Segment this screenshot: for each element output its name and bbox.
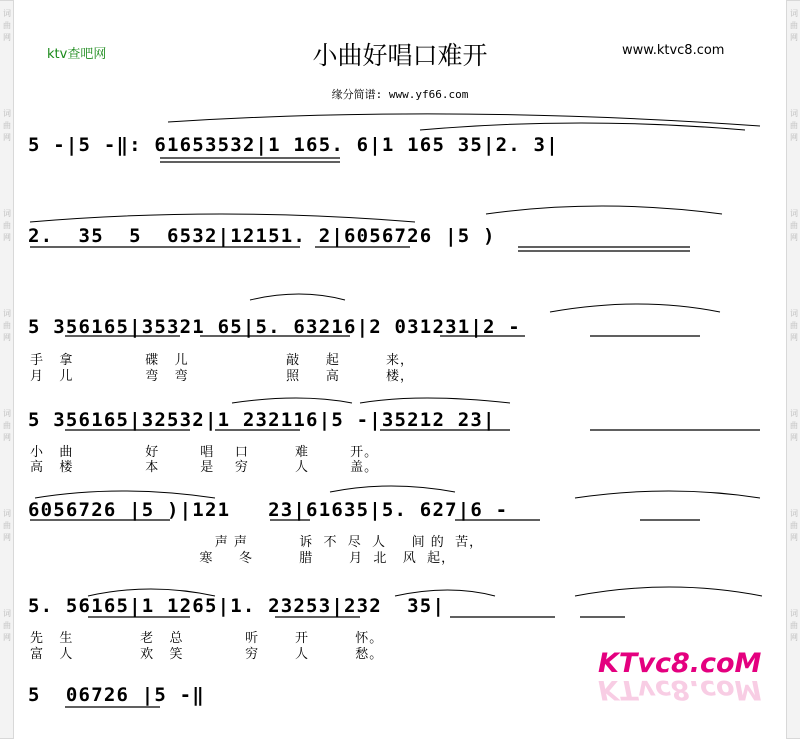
score-row-7: 5 06726 |5 -‖ bbox=[28, 684, 205, 706]
slur bbox=[575, 491, 760, 498]
watermark-char: 词 bbox=[3, 609, 11, 618]
watermark-char: 网 bbox=[3, 633, 11, 642]
watermark-char: 网 bbox=[790, 133, 798, 142]
watermark-char: 网 bbox=[790, 633, 798, 642]
lyric-line: 月 儿 弯 弯 照 高 楼， bbox=[30, 369, 415, 384]
lyric-line: 声 声 诉 不 尽 人 间 的 苦， bbox=[30, 535, 484, 550]
site-url-right[interactable]: www.ktvc8.com bbox=[622, 43, 725, 58]
site-name-left[interactable]: ktv查吧网 bbox=[47, 47, 107, 62]
watermark-char: 词 bbox=[3, 409, 11, 418]
lyric-line: 富 人 欢 笑 穷 人 愁。 bbox=[30, 647, 384, 662]
watermark-char: 词 bbox=[790, 209, 798, 218]
watermark-char: 曲 bbox=[790, 421, 798, 430]
lyric-line: 小 曲 好 唱 口 难 开。 bbox=[30, 445, 379, 460]
watermark-char: 网 bbox=[3, 33, 11, 42]
slur bbox=[360, 398, 510, 403]
watermark-char: 曲 bbox=[3, 621, 11, 630]
watermark-char: 词 bbox=[790, 9, 798, 18]
score-row-4: 5 356165|32532|1 232116|5 -|35212 23| bbox=[28, 409, 496, 431]
watermark-char: 曲 bbox=[3, 221, 11, 230]
score-credit: 缘分简谱: www.yf66.com bbox=[331, 88, 469, 101]
slur bbox=[232, 398, 352, 403]
score-row-1: 5 -|5 -‖: 61653532|1 165. 6|1 165 35|2. 3| bbox=[28, 134, 559, 156]
slur bbox=[330, 486, 455, 492]
watermark-char: 词 bbox=[790, 509, 798, 518]
watermark-char: 曲 bbox=[790, 221, 798, 230]
watermark-char: 曲 bbox=[3, 321, 11, 330]
ktvc8-logo-reflection: KTvc8.coM bbox=[598, 674, 762, 705]
watermark-char: 词 bbox=[3, 209, 11, 218]
watermark-char: 网 bbox=[790, 333, 798, 342]
watermark-char: 曲 bbox=[790, 121, 798, 130]
watermark-char: 曲 bbox=[3, 21, 11, 30]
slur bbox=[250, 294, 345, 300]
watermark-char: 网 bbox=[790, 433, 798, 442]
slur bbox=[420, 123, 745, 130]
watermark-char: 词 bbox=[790, 409, 798, 418]
watermark-char: 词 bbox=[790, 309, 798, 318]
watermark-char: 词 bbox=[3, 109, 11, 118]
watermark-char: 网 bbox=[3, 533, 11, 542]
watermark-char: 曲 bbox=[3, 421, 11, 430]
watermark-char: 词 bbox=[3, 309, 11, 318]
slur bbox=[550, 304, 720, 312]
watermark-char: 网 bbox=[3, 233, 11, 242]
watermark-char: 网 bbox=[3, 433, 11, 442]
ktvc8-logo: KTvc8.coM bbox=[598, 648, 762, 679]
watermark-char: 曲 bbox=[790, 521, 798, 530]
watermark-char: 网 bbox=[790, 533, 798, 542]
watermark-char: 网 bbox=[790, 233, 798, 242]
lyric-line: 高 楼 本 是 穷 人 盖。 bbox=[30, 460, 379, 475]
song-title: 小曲好唱口难开 bbox=[312, 41, 488, 70]
slur bbox=[575, 587, 762, 596]
watermark-char: 词 bbox=[3, 9, 11, 18]
watermark-char: 曲 bbox=[3, 121, 11, 130]
lyric-line: 手 拿 碟 儿 敲 起 来， bbox=[30, 353, 415, 368]
watermark-char: 曲 bbox=[790, 621, 798, 630]
slur bbox=[486, 206, 722, 214]
slur bbox=[35, 491, 215, 498]
watermark-char: 词 bbox=[790, 109, 798, 118]
slur bbox=[30, 214, 415, 222]
lyric-line: 寒 冬 腊 月 北 风 起， bbox=[30, 551, 456, 566]
score-row-6: 5. 56165|1 1265|1. 23253|232 35| bbox=[28, 595, 446, 617]
score-row-2: 2. 35 5 6532|12151. 2|6056726 |5 ) bbox=[28, 225, 509, 247]
watermark-char: 曲 bbox=[3, 521, 11, 530]
lyric-line: 先 生 老 总 听 开 怀。 bbox=[30, 631, 384, 646]
score-row-5: 6056726 |5 )|121 23|61635|5. 627|6 - bbox=[28, 499, 509, 521]
watermark-char: 网 bbox=[3, 333, 11, 342]
score-row-3: 5 356165|35321 65|5. 63216|2 031231|2 - bbox=[28, 316, 521, 338]
watermark-char: 曲 bbox=[790, 21, 798, 30]
watermark-char: 词 bbox=[3, 509, 11, 518]
watermark-char: 曲 bbox=[790, 321, 798, 330]
watermark-char: 网 bbox=[790, 33, 798, 42]
watermark-char: 网 bbox=[3, 133, 11, 142]
slur bbox=[168, 114, 760, 126]
watermark-char: 词 bbox=[790, 609, 798, 618]
